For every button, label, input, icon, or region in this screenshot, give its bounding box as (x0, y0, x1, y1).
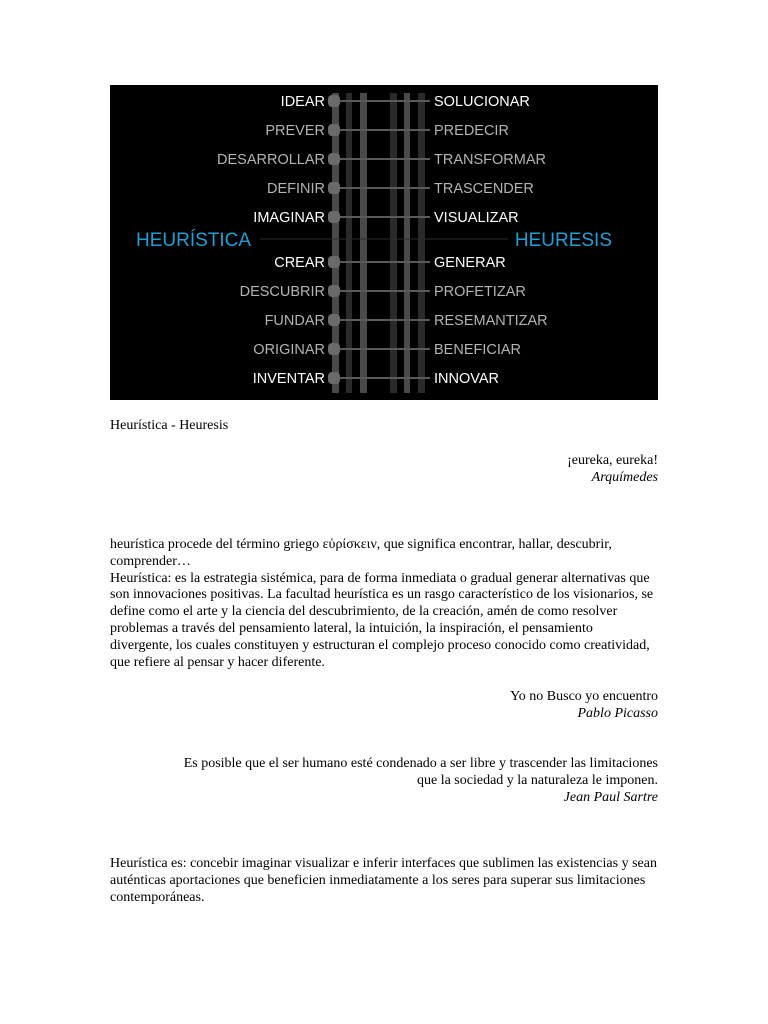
quote-picasso (510, 688, 658, 722)
quote-line-1: Es posible que el ser humano esté condenado a ser libre y trascender las limitaciones (183, 756, 658, 771)
ladder-knob (328, 314, 340, 326)
quote-author: Arquímedes (591, 470, 658, 485)
quote-author: Jean Paul Sartre (563, 790, 658, 805)
left-word: PREVER (265, 123, 325, 139)
ladder-knob (328, 256, 340, 268)
right-word: RESEMANTIZAR (434, 313, 548, 329)
right-title: HEURESIS (514, 230, 612, 251)
left-title: HEURÍSTICA (136, 230, 252, 251)
left-word: FUNDAR (264, 313, 325, 329)
right-word: GENERAR (434, 255, 506, 271)
ladder-knob (328, 211, 340, 223)
paragraph-line-2: Heurística: es la estrategia sistémica, para de forma inmediata o gradual generar alternativas que son innovaciones positivas. La facultad heurística es un rasgo característico de los visionarios, se define como el arte y la ciencia del descubrimiento, de la creación, amén de como resolver problemas a través del pensamiento lateral, la intuición, la inspiración, el pensamiento divergente, los cuales constituyen y estructuran el complejo proceso conocido como creatividad, que refiere al pensar y hacer diferente. (110, 570, 654, 670)
left-word: DESARROLLAR (217, 152, 325, 168)
right-word: VISUALIZAR (434, 210, 519, 226)
right-word: TRANSFORMAR (434, 152, 546, 168)
quote-text: Yo no Busco yo encuentro (510, 689, 658, 704)
quote-arquimedes (567, 452, 658, 486)
left-word: IMAGINAR (253, 210, 325, 226)
quote-sartre (184, 755, 658, 806)
left-word: DEFINIR (267, 181, 325, 197)
left-word: ORIGINAR (253, 342, 325, 358)
ladder-knob (328, 95, 340, 107)
figure-caption: Heurística - Heuresis (110, 418, 229, 433)
quote-author: Pablo Picasso (577, 706, 658, 721)
ladder-knob (328, 285, 340, 297)
ladder-knob (328, 182, 340, 194)
heuristica-definition: Heurística es: concebir imaginar visualizar e inferir interfaces que sublimen las existencias y sean auténticas aportaciones que beneficien inmediatamente a los seres para superar sus limitaciones contemporáneas. (110, 856, 657, 905)
right-word: BENEFICIAR (434, 342, 522, 358)
heuristica-paragraph (110, 537, 658, 671)
ladder-knob (328, 372, 340, 384)
quote-text: ¡eureka, eureka! (567, 453, 658, 468)
quote-line-2: que la sociedad y la naturaleza le imponen. (416, 773, 658, 788)
heuristica-heuresis-diagram (110, 85, 658, 400)
left-word: DESCUBRIR (239, 284, 325, 300)
ladder-knob (328, 124, 340, 136)
right-word: SOLUCIONAR (434, 94, 530, 110)
left-word: IDEAR (280, 94, 325, 110)
left-word: CREAR (274, 255, 325, 271)
ladder-knob (328, 153, 340, 165)
ladder-knob (328, 343, 340, 355)
right-word: PROFETIZAR (434, 284, 526, 300)
right-word: PREDECIR (434, 123, 509, 139)
right-word: TRASCENDER (434, 181, 534, 197)
right-word: INNOVAR (434, 371, 499, 387)
paragraph-line-1: heurística procede del término griego εὑρίσκειν, que significa encontrar, hallar, descubrir, comprender… (110, 537, 612, 569)
left-word: INVENTAR (252, 371, 325, 387)
